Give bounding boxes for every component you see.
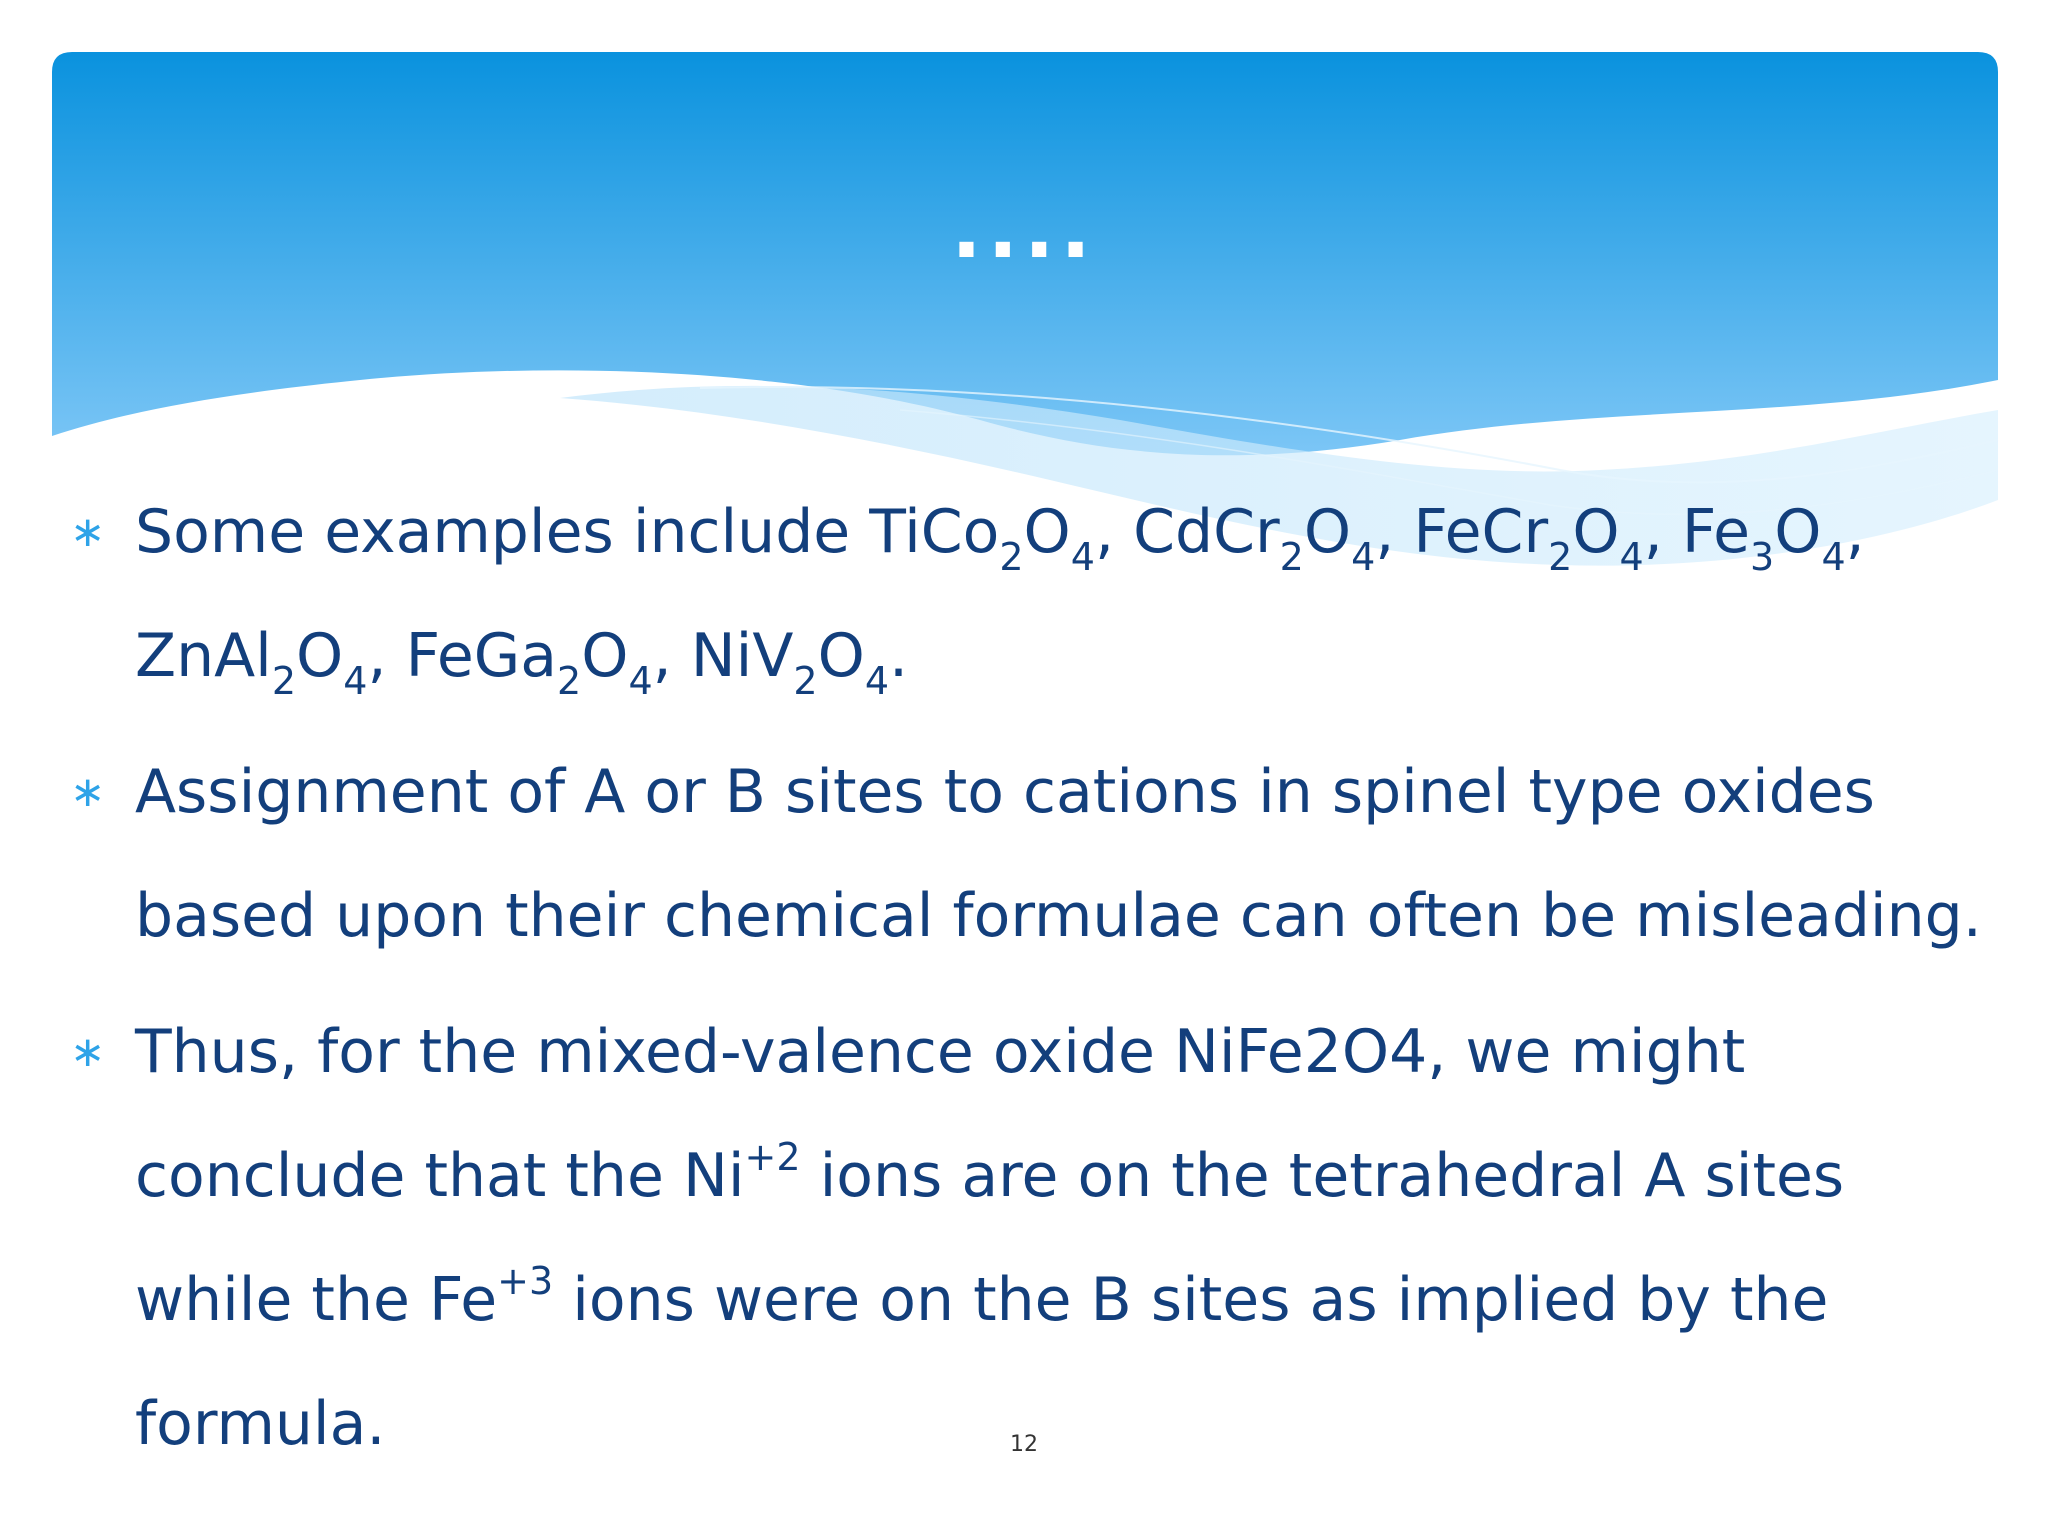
bullet-list [70,470,1990,1498]
bullet-item-nife2o4: ∗ Thus, for the mixed-valence oxide NiFe2O4, we might conclude that the $Ni^{+2}$ ions are on the tetrahedral A sites while the $Fe^{+3}$ ions were on the B sites as implied by the formula. [70,990,1990,1486]
slide-title: .... [951,183,1097,276]
bullet-item-examples: ∗ Some examples include $TiCo_2O_4$, $CdCr_2O_4$, $FeCr_2O_4$, $Fe_3O_4$, $ZnAl_2O_4$, $FeGa_2O_4$, $NiV_2O_4$. [70,470,1990,718]
asterisk-bullet-icon: ∗ [70,507,106,556]
asterisk-bullet-icon: ∗ [70,767,106,816]
bullet-text: Assignment of A or B sites to cations in spinel type oxides based upon their chemical formulae can often be misleading. [135,757,1982,951]
asterisk-bullet-icon: ∗ [70,1027,106,1076]
bullet-item-assignment [70,730,1990,978]
slide-number: 12 [1010,1432,1038,1457]
